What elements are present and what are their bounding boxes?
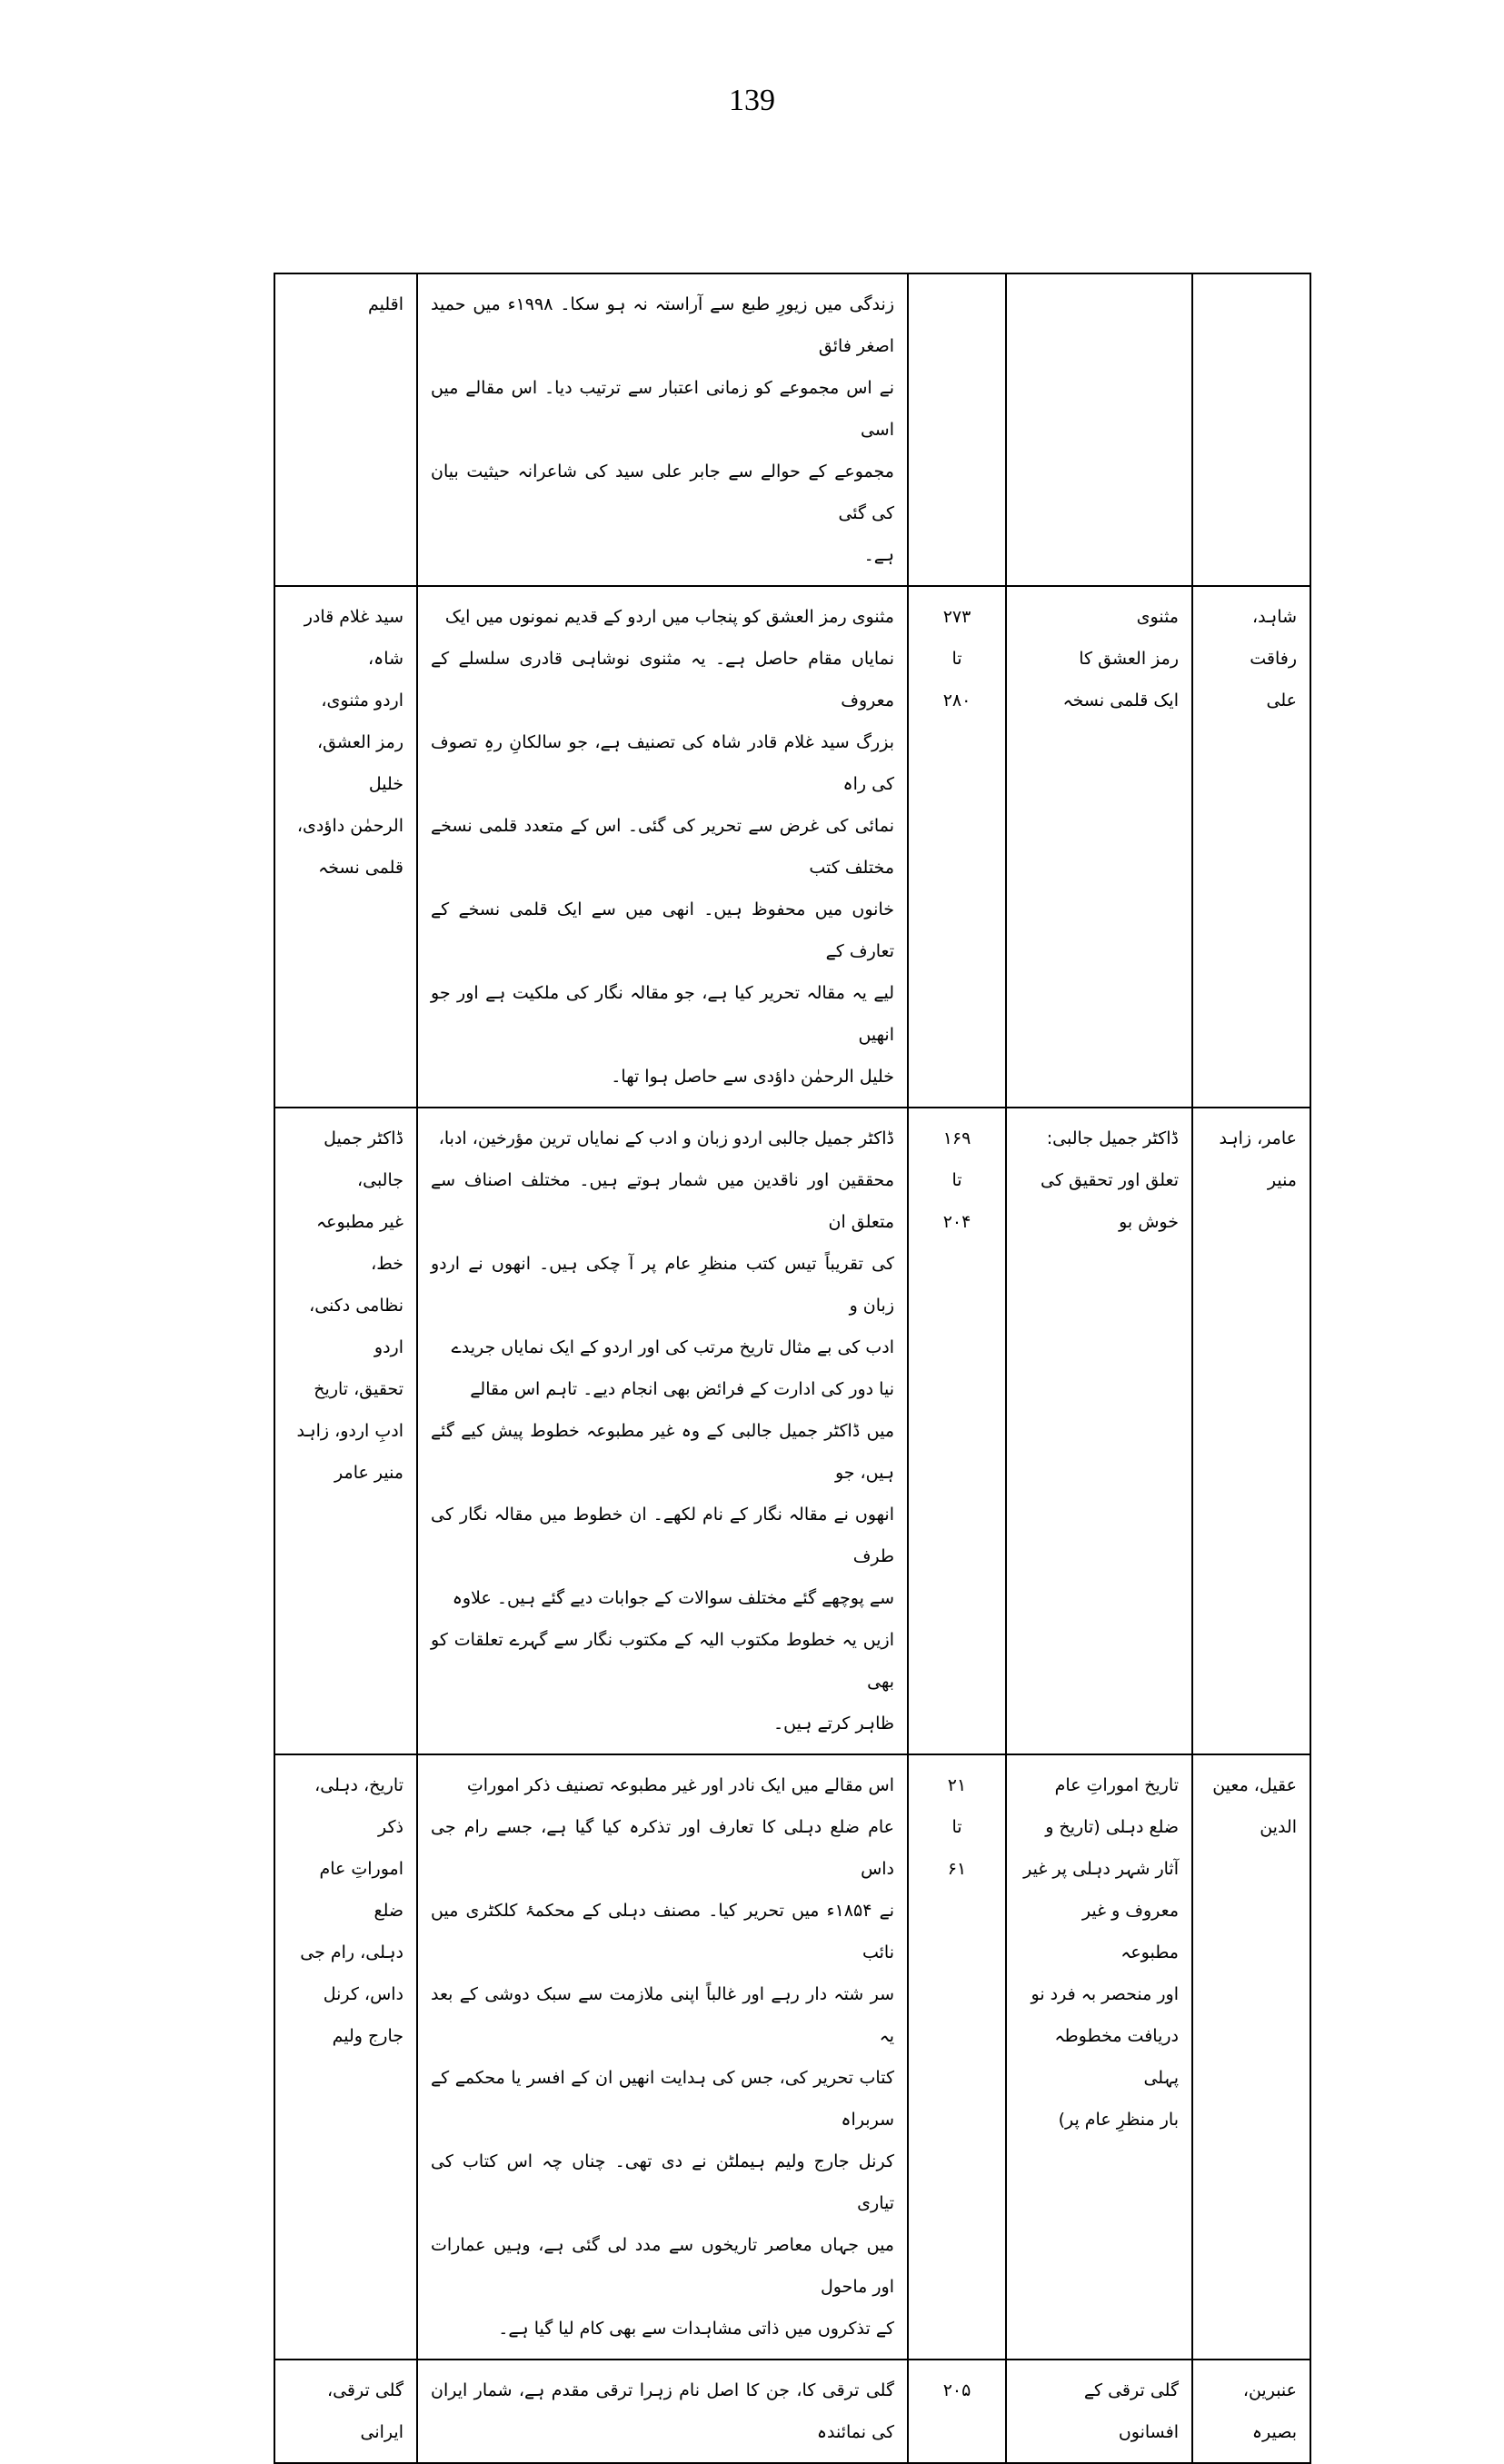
keyword-line: نظامی دکنی، اردو [309, 1296, 403, 1357]
keywords-cell [274, 1108, 417, 1754]
table-row [274, 1754, 1310, 2360]
summary-line: بزرگ سید غلام قادر شاہ کی تصنیف ہے، جو سالکانِ رہِ تصوف کی راہ [431, 732, 894, 794]
keywords-cell [274, 273, 417, 586]
summary-line: میں ڈاکٹر جمیل جالبی کے وہ غیر مطبوعہ خطوط پیش کیے گئے ہیں، جو [431, 1421, 894, 1483]
author-line: الدین [1260, 1817, 1297, 1837]
author-cell [1192, 273, 1310, 586]
keyword-line: الرحمٰن داؤدی، [296, 816, 403, 836]
keyword-line: منیر عامر [334, 1463, 403, 1483]
summary-line: لیے یہ مقالہ تحریر کیا ہے، جو مقالہ نگار کی ملکیت ہے اور جو انھیں [431, 983, 894, 1045]
keyword-line: تحقیق، تاریخ [314, 1379, 403, 1399]
summary-line: ڈاکٹر جمیل جالبی اردو زبان و ادب کے نمایاں ترین مؤرخین، ادبا، [438, 1128, 894, 1148]
keyword-line: رمز العشق، خلیل [316, 732, 403, 794]
author-cell [1192, 1108, 1310, 1754]
table-row [274, 586, 1310, 1108]
title-line: خوش بو [1119, 1212, 1179, 1232]
author-line: علی [1266, 691, 1297, 710]
summary-line: خانوں میں محفوظ ہیں۔ انھی میں سے ایک قلمی نسخے کے تعارف کے [431, 899, 894, 961]
summary-line: نیا دور کی ادارت کے فرائض بھی انجام دیے۔ تاہم اس مقالے [470, 1379, 894, 1399]
summary-line: سے پوچھے گئے مختلف سوالات کے جوابات دیے گئے ہیں۔ علاوہ [452, 1588, 894, 1608]
keyword-line: قلمی نسخہ [318, 858, 403, 878]
summary-line: کے تذکروں میں ذاتی مشاہدات سے بھی کام لیا گیا ہے۔ [498, 2319, 894, 2339]
author-cell [1192, 2360, 1310, 2463]
title-line: دریافت مخطوطہ پہلی [1054, 2026, 1179, 2088]
title-line: اور منحصر بہ فرد نو [1031, 1984, 1179, 2004]
summary-cell [417, 586, 908, 1108]
title-line: ضلع دہلی (تاریخ و [1045, 1817, 1179, 1837]
title-line: مثنوی [1136, 607, 1179, 627]
pages-line: ۱۶۹ [942, 1128, 971, 1148]
summary-cell [417, 1754, 908, 2360]
pages-line: ۲۸۰ [942, 691, 971, 710]
pages-cell [908, 2360, 1006, 2463]
summary-line: عام ضلع دہلی کا تعارف اور تذکرہ کیا گیا ہے، جسے رام جی داس [431, 1817, 894, 1879]
title-line: تاریخ اموراتِ عام [1054, 1775, 1179, 1795]
pages-line: ۶۱ [947, 1859, 967, 1879]
title-line: معروف و غیر مطبوعہ [1081, 1901, 1179, 1962]
pages-cell [908, 1754, 1006, 2360]
title-line: ڈاکٹر جمیل جالبی: [1046, 1128, 1179, 1148]
summary-line: ادب کی بے مثال تاریخ مرتب کی اور اردو کے ایک نمایاں جریدے [451, 1337, 894, 1357]
summary-line: ازیں یہ خطوط مکتوب الیہ کے مکتوب نگار سے گہرے تعلقات کو بھی [431, 1630, 894, 1692]
summary-line: نے ۱۸۵۴ء میں تحریر کیا۔ مصنف دہلی کے محکمۂ کلکٹری میں نائب [431, 1901, 895, 1962]
summary-line: مثنوی رمز العشق کو پنجاب میں اردو کے قدیم نمونوں میں ایک [444, 607, 894, 627]
keyword-line: اردو مثنوی، [321, 691, 403, 710]
author-line: عقیل، معین [1212, 1775, 1297, 1795]
title-line: رمز العشق کا [1079, 649, 1179, 669]
summary-cell [417, 1108, 908, 1754]
keyword-line: اموراتِ عام ضلع [319, 1859, 403, 1921]
page-number: 139 [729, 84, 775, 117]
pages-cell [908, 586, 1006, 1108]
pages-line: تا [951, 1817, 962, 1837]
keyword-line: داس، کرنل [323, 1984, 403, 2004]
summary-line: کتاب تحریر کی، جس کی ہدایت انھیں ان کے افسر یا محکمے کے سربراہ [431, 2068, 894, 2130]
title-line: بار منظرِ عام پر) [1058, 2110, 1179, 2130]
summary-line: نمائی کی غرض سے تحریر کی گئی۔ اس کے متعدد قلمی نسخے مختلف کتب [431, 816, 894, 878]
summary-line: نمایاں مقام حاصل ہے۔ یہ مثنوی نوشاہی قادری سلسلے کے معروف [431, 649, 894, 710]
keyword-line: اقلیم [367, 294, 403, 314]
keyword-line: ڈاکٹر جمیل جالبی، [324, 1128, 403, 1190]
keyword-line: جارج ولیم [332, 2026, 403, 2046]
summary-line: انھوں نے مقالہ نگار کے نام لکھے۔ ان خطوط میں مقالہ نگار کی طرف [431, 1505, 894, 1566]
table-row [274, 2360, 1310, 2463]
pages-line: ۲۷۳ [942, 607, 971, 627]
summary-cell [417, 2360, 908, 2463]
title-cell [1006, 586, 1192, 1108]
summary-cell [417, 273, 908, 586]
title-cell [1006, 2360, 1192, 2463]
keyword-line: گلی ترقی، ایرانی [326, 2380, 403, 2442]
author-line: عنبرین، بصیرہ [1242, 2380, 1297, 2442]
keyword-line: دہلی، رام جی [300, 1942, 403, 1962]
author-cell [1192, 586, 1310, 1108]
summary-line: سر شتہ دار رہے اور غالباً اپنی ملازمت سے سبک دوشی کے بعد یہ [431, 1984, 894, 2046]
keywords-cell [274, 2360, 417, 2463]
title-line: آثار شہر دہلی پر غیر [1023, 1859, 1179, 1879]
summary-line: اس مقالے میں ایک نادر اور غیر مطبوعہ تصنیف ذکر اموراتِ [466, 1775, 894, 1795]
keyword-line: غیر مطبوعہ خط، [316, 1212, 403, 1274]
summary-line: خلیل الرحمٰن داؤدی سے حاصل ہوا تھا۔ [611, 1067, 894, 1087]
pages-line: ۲۱ [947, 1775, 967, 1795]
pages-cell [908, 273, 1006, 586]
keyword-line: تاریخ، دہلی، ذکر [314, 1775, 403, 1837]
keywords-cell [274, 1754, 417, 2360]
pages-line: ۲۰۴ [942, 1212, 971, 1232]
summary-line: ہے۔ [863, 545, 894, 565]
summary-line: کی تقریباً تیس کتب منظرِ عام پر آ چکی ہیں۔ انھوں نے اردو زبان و [431, 1254, 894, 1316]
summary-line: گلی ترقی کا، جن کا اصل نام زہرا ترقی مقدم ہے، شمار ایران کی نمائندہ [431, 2380, 894, 2442]
pages-line: تا [951, 1170, 962, 1190]
summary-line: میں جہاں معاصر تاریخوں سے مدد لی گئی ہے، وہیں عمارات اور ماحول [431, 2235, 894, 2297]
title-cell [1006, 273, 1192, 586]
table-row [274, 1108, 1310, 1754]
table-body [274, 273, 1310, 2463]
keywords-cell [274, 586, 417, 1108]
summary-line: زندگی میں زیورِ طبع سے آراستہ نہ ہو سکا۔ ۱۹۹۸ء میں حمید اصغر فائق [431, 294, 895, 356]
summary-line: محققین اور ناقدین میں شمار ہوتے ہیں۔ مختلف اصناف سے متعلق ان [431, 1170, 894, 1232]
title-line: گلی ترقی کے افسانوں [1083, 2380, 1179, 2442]
table-row [274, 273, 1310, 586]
pages-line: ۲۰۵ [942, 2380, 971, 2400]
author-line: عامر، زاہد منیر [1219, 1128, 1297, 1190]
title-cell [1006, 1754, 1192, 2360]
summary-line: مجموعے کے حوالے سے جابر علی سید کی شاعرانہ حیثیت بیان کی گئی [431, 462, 894, 523]
summary-line: ظاہر کرتے ہیں۔ [772, 1714, 894, 1734]
articles-index-table [274, 273, 1311, 2464]
summary-line: کرنل جارج ولیم ہیملٹن نے دی تھی۔ چناں چہ اس کتاب کی تیاری [431, 2151, 894, 2213]
title-cell [1006, 1108, 1192, 1754]
title-line: تعلق اور تحقیق کی [1041, 1170, 1179, 1190]
keyword-line: سید غلام قادر شاہ، [304, 607, 403, 669]
summary-line: نے اس مجموعے کو زمانی اعتبار سے ترتیب دیا۔ اس مقالے میں اسی [431, 378, 894, 440]
pages-cell [908, 1108, 1006, 1754]
keyword-line: ادبِ اردو، زاہد [296, 1421, 403, 1441]
pages-line: تا [951, 649, 962, 669]
author-cell [1192, 1754, 1310, 2360]
author-line: شاہد، رفاقت [1250, 607, 1297, 669]
title-line: ایک قلمی نسخہ [1062, 691, 1179, 710]
